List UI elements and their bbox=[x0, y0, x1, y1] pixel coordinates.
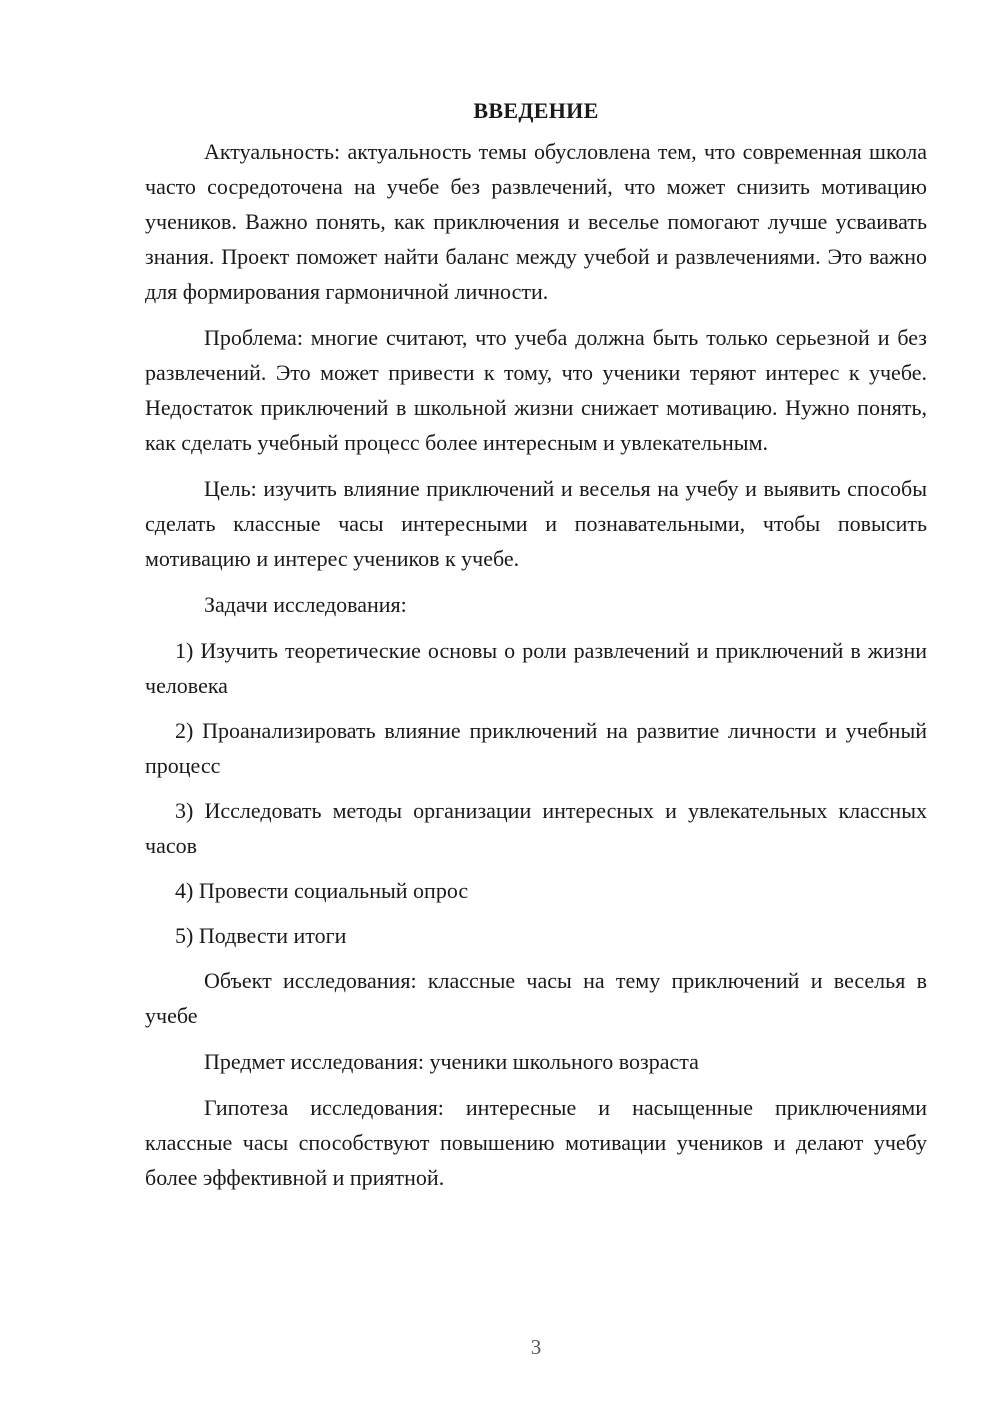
tasks-heading: Задачи исследования: bbox=[204, 592, 407, 617]
task-item-2: 2) Проанализировать влияние приключений на развитие личности и учебный процесс bbox=[145, 718, 927, 778]
hypothesis-paragraph: Гипотеза исследования: интересные и насыщенные приключениями классные часы способствуют повышению мотивации учеников и делают учебу более эффективной и приятной. bbox=[145, 1095, 927, 1190]
task-item-3: 3) Исследовать методы организации интересных и увлекательных классных часов bbox=[145, 798, 927, 858]
task-item-1: 1) Изучить теоретические основы о роли развлечений и приключений в жизни человека bbox=[145, 638, 927, 698]
object-paragraph: Объект исследования: классные часы на тему приключений и веселья в учебе bbox=[145, 968, 927, 1028]
document-body bbox=[145, 96, 927, 1206]
page-number: 3 bbox=[530, 1335, 542, 1359]
goal-paragraph: Цель: изучить влияние приключений и веселья на учебу и выявить способы сделать классные часы интересными и познавательными, чтобы повысить мотивацию и интерес учеников к учебе. bbox=[145, 476, 927, 571]
section-title: ВВЕДЕНИЕ bbox=[473, 98, 599, 123]
task-item-4: 4) Провести социальный опрос bbox=[175, 878, 469, 903]
problem-paragraph: Проблема: многие считают, что учеба должна быть только серьезной и без развлечений. Это может привести к тому, что ученики теряют интерес к учебе. Недостаток приключений в школьной жизни снижает мотивацию. Нужно понять, как сделать учебный процесс более интересным и увлекательным. bbox=[145, 325, 927, 455]
subject-paragraph: Предмет исследования: ученики школьного возраста bbox=[204, 1049, 699, 1074]
task-item-5: 5) Подвести итоги bbox=[175, 923, 347, 948]
relevance-paragraph: Актуальность: актуальность темы обусловлена тем, что современная школа часто сосредоточена на учебе без развлечений, что может снизить мотивацию учеников. Важно понять, как приключения и веселье помогают лучше усваивать знания. Проект поможет найти баланс между учебой и развлечениями. Это важно для формирования гармоничной личности. bbox=[145, 139, 927, 304]
